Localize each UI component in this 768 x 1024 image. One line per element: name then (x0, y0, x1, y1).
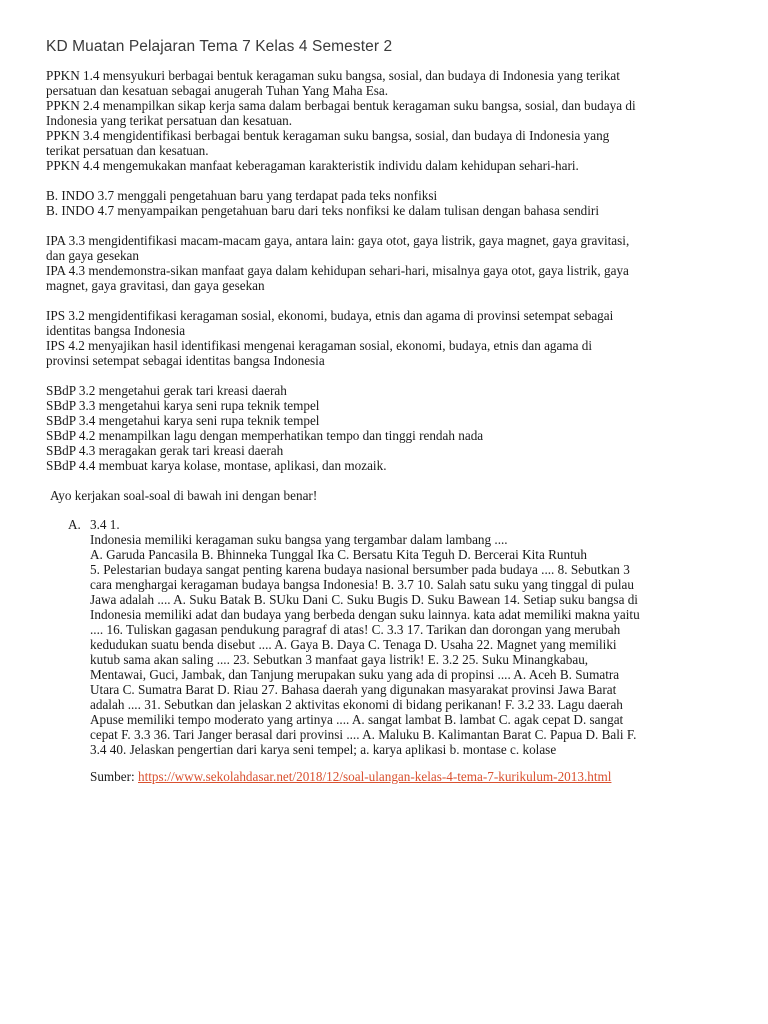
question-lines-a (90, 532, 736, 562)
question-line: cepat F. 3.3 36. Tari Janger berasal dari provinsi .... A. Maluku B. Kalimantan Barat C. Papua D. Bali F. (90, 727, 637, 742)
question-line: adalah .... 31. Sebutkan dan jelaskan 2 aktivitas ekonomi di bidang perikanan! F. 3.2 33. Lagu daerah (90, 697, 623, 712)
question-line: Apuse memiliki tempo moderato yang artinya .... A. sangat lambat B. lambat C. agak cepat D. sangat (90, 712, 624, 727)
kd-groups (46, 68, 736, 473)
kd-group (46, 233, 736, 293)
question-heading: 3.4 1. (90, 517, 120, 532)
kd-line: SBdP 4.2 menampilkan lagu dengan memperhatikan tempo dan tinggi rendah nada (46, 428, 484, 443)
kd-line: PPKN 3.4 mengidentifikasi berbagai bentuk keragaman suku bangsa, sosial, dan budaya di Indonesia yang (46, 128, 610, 143)
kd-group (46, 188, 736, 218)
source-line (90, 769, 736, 784)
question-line: Jawa adalah .... A. Suku Batak B. SUku Dani C. Suku Bugis D. Suku Bawean 14. Setiap suku bangsa di (90, 592, 638, 607)
kd-line: PPKN 2.4 menampilkan sikap kerja sama dalam berbagai bentuk keragaman suku bangsa, sosial, dan budaya di (46, 98, 636, 113)
question-lines-b (90, 562, 736, 757)
kd-group (46, 383, 736, 473)
question-line: kutub sama akan saling .... 23. Sebutkan 3 manfaat gaya listrik! E. 3.2 25. Suku Minangkabau, (90, 652, 589, 667)
kd-line: terikat persatuan dan kesatuan. (46, 143, 209, 158)
kd-line: provinsi setempat sebagai identitas bangsa Indonesia (46, 353, 325, 368)
kd-line: PPKN 1.4 mensyukuri berbagai bentuk keragaman suku bangsa, sosial, dan budaya di Indonesia yang terikat (46, 68, 620, 83)
kd-line: IPS 3.2 mengidentifikasi keragaman sosial, ekonomi, budaya, etnis dan agama di provinsi setempat sebagai (46, 308, 614, 323)
kd-line: magnet, gaya gravitasi, dan gaya gesekan (46, 278, 265, 293)
kd-line: SBdP 4.4 membuat karya kolase, montase, aplikasi, dan mozaik. (46, 458, 387, 473)
list-marker: A. (68, 517, 81, 532)
question-line: Utara C. Sumatra Barat D. Riau 27. Bahasa daerah yang digunakan masyarakat provinsi Jawa Barat (90, 682, 617, 697)
kd-line: persatuan dan kesatuan sebagai anugerah Tuhan Yang Maha Esa. (46, 83, 389, 98)
kd-line: IPS 4.2 menyajikan hasil identifikasi mengenai keragaman sosial, ekonomi, budaya, etnis dan agama di (46, 338, 593, 353)
kd-line: SBdP 3.3 mengetahui karya seni rupa teknik tempel (46, 398, 320, 413)
kd-line: dan gaya gesekan (46, 248, 140, 263)
question-content (90, 517, 736, 784)
source-link[interactable]: https://www.sekolahdasar.net/2018/12/soal-ulangan-kelas-4-tema-7-kurikulum-2013.html (138, 769, 612, 784)
kd-line: B. INDO 4.7 menyampaikan pengetahuan baru dari teks nonfiksi ke dalam tulisan dengan bahasa sendiri (46, 203, 599, 218)
question-line: 5. Pelestarian budaya sangat penting karena budaya nasional bersumber pada budaya .... 8. Sebutkan 3 (90, 562, 630, 577)
kd-line: B. INDO 3.7 menggali pengetahuan baru yang terdapat pada teks nonfiksi (46, 188, 438, 203)
kd-group (46, 68, 736, 173)
kd-line: SBdP 3.2 mengetahui gerak tari kreasi daerah (46, 383, 287, 398)
kd-line: IPA 3.3 mengidentifikasi macam-macam gaya, antara lain: gaya otot, gaya listrik, gaya magnet, gaya gravitasi, (46, 233, 630, 248)
kd-line: IPA 4.3 mendemonstra-sikan manfaat gaya dalam kehidupan sehari-hari, misalnya gaya otot, gaya listrik, gaya (46, 263, 629, 278)
source-label: Sumber: (90, 769, 138, 784)
document-title: KD Muatan Pelajaran Tema 7 Kelas 4 Semester 2 (46, 38, 393, 55)
question-line: cara menghargai keragaman budaya bangsa Indonesia! B. 3.7 10. Salah satu suku yang tinggal di pulau (90, 577, 634, 592)
document-body (46, 68, 736, 784)
kd-line: Indonesia yang terikat persatuan dan kesatuan. (46, 113, 293, 128)
question-line: .... 16. Tuliskan gagasan pendukung paragraf di atas! C. 3.3 17. Tarikan dan dorongan yang merubah (90, 622, 621, 637)
question-line: Mentawai, Guci, Jambak, dan Tanjung merupakan suku yang ada di propinsi .... A. Aceh B. Sumatra (90, 667, 620, 682)
kd-line: identitas bangsa Indonesia (46, 323, 186, 338)
question-line: kedudukan suatu benda disebut .... A. Gaya B. Daya C. Tenaga D. Usaha 22. Magnet yang memiliki (90, 637, 617, 652)
kd-line: PPKN 4.4 mengemukakan manfaat keberagaman karakteristik individu dalam kehidupan sehari-hari. (46, 158, 579, 173)
kd-line: SBdP 4.3 meragakan gerak tari kreasi daerah (46, 443, 284, 458)
kd-group (46, 308, 736, 368)
question-line: Indonesia memiliki adat dan budaya yang berbeda dengan suku lainnya. kata adat memiliki makna yaitu (90, 607, 640, 622)
question-line: A. Garuda Pancasila B. Bhinneka Tunggal Ika C. Bersatu Kita Teguh D. Bercerai Kita Runtuh (90, 547, 587, 562)
kd-line: SBdP 3.4 mengetahui karya seni rupa teknik tempel (46, 413, 320, 428)
question-line: Indonesia memiliki keragaman suku bangsa yang tergambar dalam lambang .... (90, 532, 508, 547)
question-list-item (46, 517, 736, 784)
question-line: 3.4 40. Jelaskan pengertian dari karya seni tempel; a. karya aplikasi b. montase c. kolase (90, 742, 557, 757)
exercise-prompt: Ayo kerjakan soal-soal di bawah ini dengan benar! (50, 488, 318, 503)
